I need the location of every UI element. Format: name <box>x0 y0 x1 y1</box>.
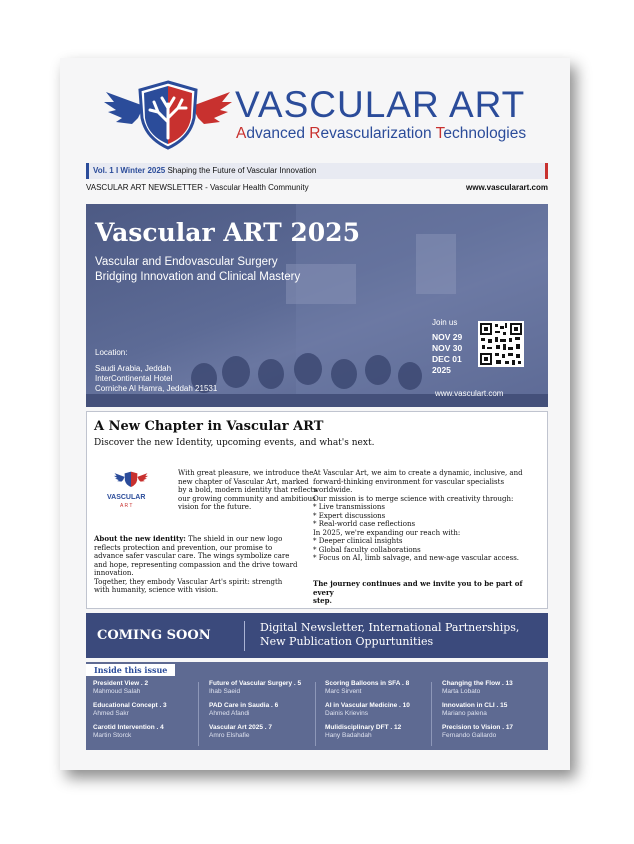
small-logo-subtext: A R T <box>120 503 133 509</box>
toc-column-3 <box>325 680 439 746</box>
volume-bar: Vol. 1 I Winter 2025 Shaping the Future of Vascular Innovation <box>86 163 548 179</box>
hero-subtitle-2: Bridging Innovation and Clinical Mastery <box>95 271 301 283</box>
toc-divider <box>315 682 316 746</box>
inside-this-issue <box>86 662 548 750</box>
toc-item[interactable]: Educational Concept . 3 Ahmed Sakr <box>93 702 167 717</box>
about-paragraph: About the new identity: The shield in our new logo reflects protection and prevention, our promise to advance safer vascular care. The wings symbolize care and hope, representing compassion and the drive toward innovation. Together, they embody Vascular Art's spirit: strength with humanity, science with vision. <box>94 534 298 594</box>
small-logo-text: VASCULAR <box>107 494 146 501</box>
toc-item[interactable]: Precision to Vision . 17 Fernando Gallardo <box>442 724 514 739</box>
location-line-1: Saudi Arabia, Jeddah <box>95 364 172 373</box>
toc-divider <box>198 682 199 746</box>
closing-paragraph: The journey continues and we invite you to be part of every step. <box>313 579 523 605</box>
toc-item[interactable]: AI in Vascular Medicine . 10 Dainis Krievins <box>325 702 410 717</box>
location-label: Location: <box>95 348 128 357</box>
coming-soon-banner <box>86 613 548 658</box>
brand-tagline: Advanced Revascularization Technologies <box>236 125 527 142</box>
coming-divider <box>244 621 245 651</box>
toc-item[interactable]: Mulidisciplinary DFT . 12 Hany Badahdah <box>325 724 402 739</box>
toc-item[interactable]: Future of Vascular Surgery . 5 Ihab Saeid <box>209 680 302 695</box>
hero-banner <box>86 204 548 407</box>
hero-title: Vascular ART 2025 <box>95 218 360 247</box>
toc-item[interactable]: President View . 2 Mahmoud Salah <box>93 680 149 695</box>
toc-item[interactable]: Scoring Balloons in SFA . 8 Marc Sirvent <box>325 680 410 695</box>
coming-soon-title: COMING SOON <box>97 628 211 643</box>
hero-subtitle-1: Vascular and Endovascular Surgery <box>95 256 278 268</box>
brand-name: VASCULAR ART <box>235 84 526 125</box>
newsletter-subline <box>86 182 548 194</box>
chapter-subtitle: Discover the new Identity, upcoming events, and what's next. <box>94 438 375 448</box>
location-line-2: InterContinental Hotel <box>95 374 173 383</box>
toc-item[interactable]: Innovation in CLI . 15 Mariano palena <box>442 702 508 717</box>
toc-column-4 <box>442 680 556 746</box>
inside-label: Inside this issue <box>86 664 175 676</box>
about-label: About the new identity: <box>94 534 186 543</box>
qr-code-icon[interactable] <box>478 321 524 367</box>
chapter-title: A New Chapter in Vascular ART <box>94 419 324 434</box>
shield-wings-logo-icon <box>104 78 232 150</box>
mission-paragraph: At Vascular Art, we aim to create a dynamic, inclusive, and forward-thinking environment for vascular specialists worldwide. Our mission is to merge science with creativity through: * Live transmissions * Expert discussions * Real-world case reflections In 2025, we're expanding our reach with: * Deeper clinical insights * Global faculty collaborations * Focus on AI, limb salvage, and new-age vascular access. <box>313 469 523 562</box>
hero-website-link[interactable]: www.vasculart.com <box>435 389 504 398</box>
masthead <box>60 58 570 158</box>
newsletter-page <box>60 58 570 770</box>
event-dates: NOV 29 NOV 30 DEC 01 2025 <box>432 332 463 375</box>
join-us-label: Join us <box>432 318 458 327</box>
toc-divider <box>431 682 432 746</box>
toc-column-1 <box>93 680 207 746</box>
toc-item[interactable]: Vascular Art 2025 . 7 Amro Elshafie <box>209 724 272 739</box>
toc-item[interactable]: Changing the Flow . 13 Marta Lobato <box>442 680 513 695</box>
location-line-3: Corniche Al Hamra, Jeddah 21531 <box>95 384 218 393</box>
toc-item[interactable]: Carotid Intervention . 4 Martin Storck <box>93 724 164 739</box>
toc-item[interactable]: PAD Care in Saudia . 6 Ahmed Afandi <box>209 702 279 717</box>
newsletter-label: VASCULAR ART NEWSLETTER - Vascular Health Community <box>86 183 309 192</box>
toc-column-2 <box>209 680 323 746</box>
intro-paragraph: With great pleasure, we introduce the new chapter of Vascular Art, marked by a bold, modern identity that reflects our growing community and ambitious vision for the future. <box>178 469 318 511</box>
website-link[interactable]: www.vascularart.com <box>466 183 548 192</box>
coming-soon-text: Digital Newsletter, International Partnerships, New Publication Oppurtunities <box>260 621 520 648</box>
new-chapter-section <box>86 411 548 609</box>
small-logo-icon <box>114 466 148 492</box>
